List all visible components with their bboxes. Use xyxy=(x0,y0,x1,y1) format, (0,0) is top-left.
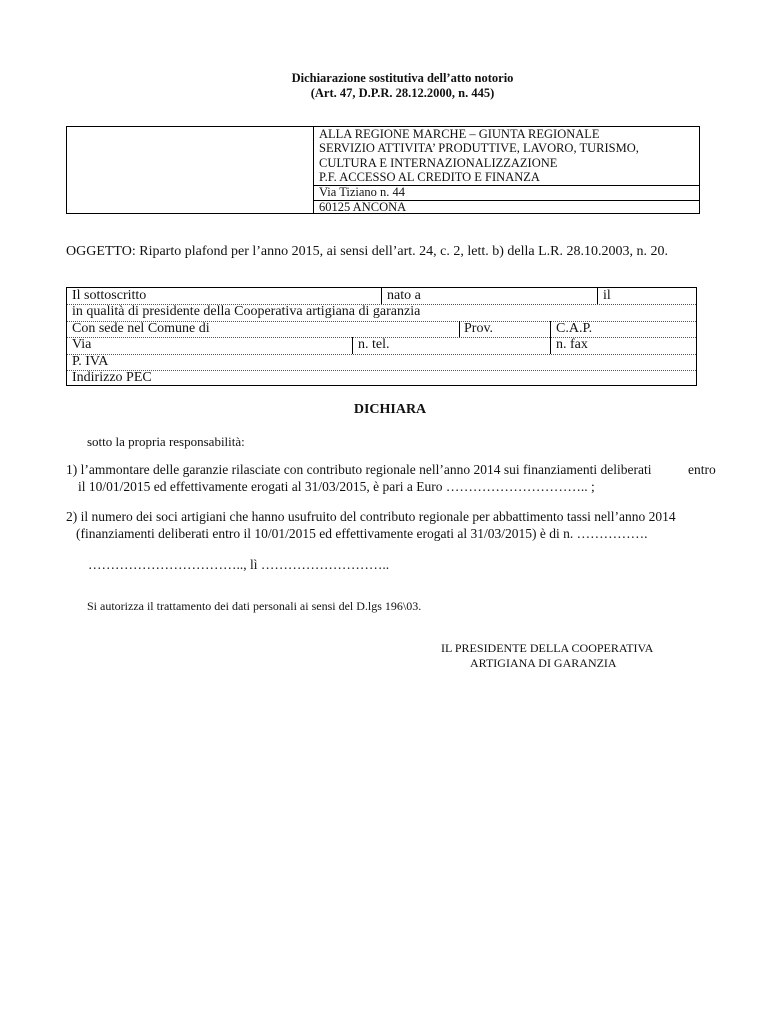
recipient-line: P.F. ACCESSO AL CREDITO E FINANZA xyxy=(319,170,540,184)
recipient-line: 60125 ANCONA xyxy=(319,200,407,214)
label-via: Via xyxy=(72,337,92,352)
divider xyxy=(381,288,382,304)
recipient-box xyxy=(66,126,700,214)
place-date-line: …………………………….., lì ……………………….. xyxy=(88,557,390,572)
label-sede: Con sede nel Comune di xyxy=(72,321,210,336)
divider xyxy=(597,288,598,304)
label-tel: n. tel. xyxy=(358,337,390,352)
item1-entro: entro xyxy=(688,462,716,477)
divider xyxy=(352,337,353,354)
signature-title-line1: IL PRESIDENTE DELLA COOPERATIVA xyxy=(441,641,654,655)
recipient-line: CULTURA E INTERNAZIONALIZZAZIONE xyxy=(319,156,558,170)
label-sottoscritto: Il sottoscritto xyxy=(72,288,147,303)
responsibility-line: sotto la propria responsabilità: xyxy=(87,434,245,449)
label-piva: P. IVA xyxy=(72,354,109,369)
divider xyxy=(459,321,460,337)
recipient-address xyxy=(314,127,699,213)
label-nato-a: nato a xyxy=(387,288,421,303)
document-title: Dichiarazione sostitutiva dell’atto notorio xyxy=(291,71,514,85)
subject-line: OGGETTO: Riparto plafond per l’anno 2015, ai sensi dell’art. 24, c. 2, lett. b) della L.R. 28.10.2003, n. 20. xyxy=(66,244,669,259)
document-subtitle: (Art. 47, D.P.R. 28.12.2000, n. 445) xyxy=(310,86,495,100)
dichiara-heading: DICHIARA xyxy=(353,402,427,417)
divider xyxy=(67,354,696,355)
label-fax: n. fax xyxy=(556,337,588,352)
recipient-line: SERVIZIO ATTIVITA’ PRODUTTIVE, LAVORO, TURISMO, xyxy=(319,141,639,155)
item2-line2: (finanziamenti deliberati entro il 10/01/2015 ed effettivamente erogati al 31/03/2015) è di n. ……………. xyxy=(76,526,648,541)
item1-line1: 1) l’ammontare delle garanzie rilasciate con contributo regionale nell’anno 2014 sui finanziamenti deliberati xyxy=(66,462,652,477)
recipient-line: Via Tiziano n. 44 xyxy=(319,185,406,199)
label-il: il xyxy=(603,288,611,303)
divider xyxy=(67,370,696,371)
label-qualita: in qualità di presidente della Cooperativa artigiana di garanzia xyxy=(72,304,421,319)
recipient-box-blank-cell xyxy=(67,127,314,213)
item1-line2: il 10/01/2015 ed effettivamente erogati al 31/03/2015, è pari a Euro ………………………….. ; xyxy=(78,479,595,494)
label-pec: Indirizzo PEC xyxy=(72,370,152,385)
item2-line1: 2) il numero dei soci artigiani che hanno usufruito del contributo regionale per abbattimento tassi nell’anno 2014 xyxy=(66,509,676,524)
label-cap: C.A.P. xyxy=(556,321,593,336)
recipient-line: ALLA REGIONE MARCHE – GIUNTA REGIONALE xyxy=(319,127,600,141)
label-prov: Prov. xyxy=(464,321,494,336)
privacy-authorization: Si autorizza il trattamento dei dati personali ai sensi del D.lgs 196\03. xyxy=(87,599,422,613)
declarant-form xyxy=(66,287,697,386)
signature-title-line2: ARTIGIANA DI GARANZIA xyxy=(470,656,617,670)
